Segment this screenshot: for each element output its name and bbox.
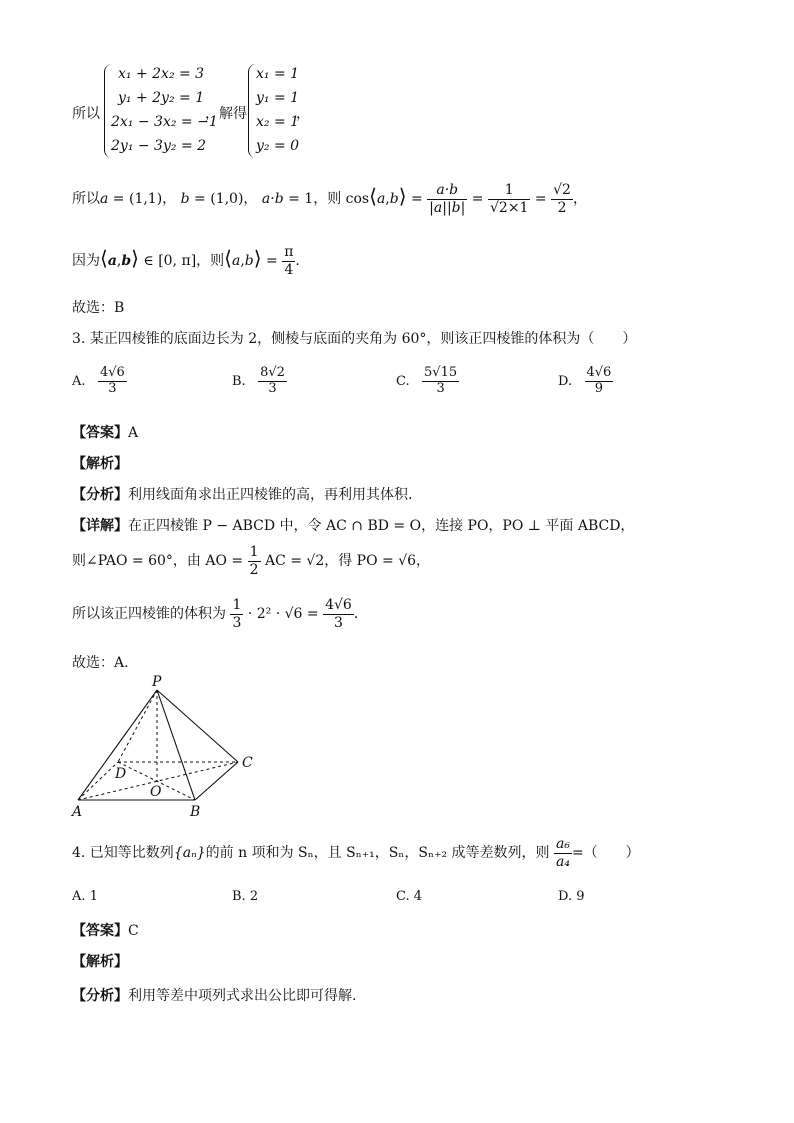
- q3-xiangjie-1: 【详解】在正四棱锥 P − ABCD 中，令 AC ∩ BD = O，连接 PO，PO ⊥ 平面 ABCD，: [72, 518, 635, 534]
- q3-stem: 3. 某正四棱锥的底面边长为 2，侧棱与底面的夹角为 60°，则该正四棱锥的体积为（ ）: [72, 331, 637, 347]
- cos-frac-2-num: √2: [553, 182, 571, 199]
- range-value: ∈ [0, π]，则: [138, 253, 225, 269]
- equation-2: y₁ + 2y₂ = 1: [118, 90, 205, 106]
- pyramid-figure: [60, 670, 280, 825]
- q3-option-d: D. $\frac{4√6}{9}$: [558, 365, 612, 396]
- range-line: 因为⟨a,b⟩ ∈ [0, π]，则⟨a,b⟩ = $\frac{\pi}{4}$ .: [72, 244, 300, 278]
- q3-option-c: C. $\frac{5√15}{3}$: [396, 365, 458, 396]
- q4-option-a: A. 1: [72, 889, 98, 904]
- cos-frac-1-num: 1: [488, 182, 530, 199]
- cos-word: cos: [345, 191, 370, 207]
- q4-analysis-tag: 【解析】: [72, 954, 128, 970]
- label-c: C: [242, 755, 253, 771]
- vector-a-value: = (1,1)，: [108, 191, 177, 207]
- solution-3: x₂ = 1: [256, 114, 300, 130]
- q3-conclusion: 故选：A.: [72, 655, 129, 671]
- label-d: D: [115, 766, 127, 782]
- vector-line: 所以a = (1,1)， b = (1,0)， a·b = 1，则 cos⟨a,b⟩ = $\frac{a\cdot b}{|a||b|}$ = $\frac{1}{√2\times 1}$ = $\frac{√2}{2}$ ，: [72, 182, 587, 216]
- q4-option-c: C. 4: [396, 889, 423, 904]
- edge-pd: [118, 690, 157, 762]
- edge-ad: [78, 762, 118, 800]
- range-line-end: .: [295, 253, 300, 269]
- vector-line-end: ，: [572, 191, 587, 207]
- answer-tag: 【答案】: [72, 425, 128, 441]
- solution-2: y₁ = 1: [256, 90, 300, 106]
- q3-option-a: A. $\frac{4√6}{3}$: [72, 365, 125, 396]
- equation-3: 2x₁ − 3x₂ = −1: [111, 114, 218, 130]
- q3-option-b: B. $\frac{8√2}{3}$: [232, 365, 285, 396]
- cos-frac-1-den: √2×1: [490, 199, 529, 216]
- solution-4: y₂ = 0: [256, 138, 300, 154]
- equation-1: x₁ + 2x₂ = 3: [118, 66, 205, 82]
- edge-pa: [78, 690, 157, 800]
- q4-fenxi: 【分析】利用等差中项列式求出公比即可得解.: [72, 988, 357, 1004]
- solution-end: ，: [296, 106, 310, 122]
- label-a: A: [72, 804, 83, 820]
- q3-xiangjie-2: 则∠PAO = 60°，由 AO = $\frac{1}{2}$ AC = √2，得 PO = √6，: [72, 544, 431, 578]
- q3-answer: [72, 422, 138, 442]
- equation-4: 2y₁ − 3y₂ = 2: [111, 138, 207, 154]
- q4-option-b: B. 2: [232, 889, 259, 904]
- q3-analysis-tag: 【解析】: [72, 456, 128, 472]
- q2-answer-line: 故选：B: [72, 300, 125, 316]
- q4-stem: 4. 已知等比数列{aₙ}的前 n 项和为 Sₙ，且 Sₙ₊₁，Sₙ，Sₙ₊₂ 成等差数列，则 $\frac{\text{a₆}}{\text{a₄}}$ =（ ）: [72, 836, 640, 870]
- q4-answer: 【答案】C: [72, 923, 139, 939]
- answer-value: A: [128, 425, 139, 441]
- range-result-num: π: [284, 244, 294, 261]
- range-result-den: 4: [284, 261, 294, 278]
- q4-option-d: D. 9: [558, 889, 585, 904]
- label-o: O: [150, 784, 162, 800]
- label-p: P: [152, 674, 162, 690]
- solution-1: x₁ = 1: [256, 66, 300, 82]
- edge-bc: [195, 762, 238, 800]
- vector-prefix: 所以: [72, 191, 100, 207]
- solve-word: ，解得: [205, 106, 247, 122]
- range-prefix: 因为: [72, 253, 100, 269]
- vector-b-value: = (1,0)，: [189, 191, 258, 207]
- label-b: B: [190, 804, 201, 820]
- cos-frac-2-den: 2: [557, 199, 567, 216]
- dot-product-value: = 1，则: [283, 191, 342, 207]
- system-prefix: 所以: [72, 106, 100, 122]
- q3-volume-line: 所以该正四棱锥的体积为 $\frac{1}{3}$ · 2² · √6 = $\frac{4√6}{3}$ .: [72, 597, 359, 631]
- q3-fenxi: 【分析】利用线面角求出正四棱锥的高，再利用其体积.: [72, 487, 413, 503]
